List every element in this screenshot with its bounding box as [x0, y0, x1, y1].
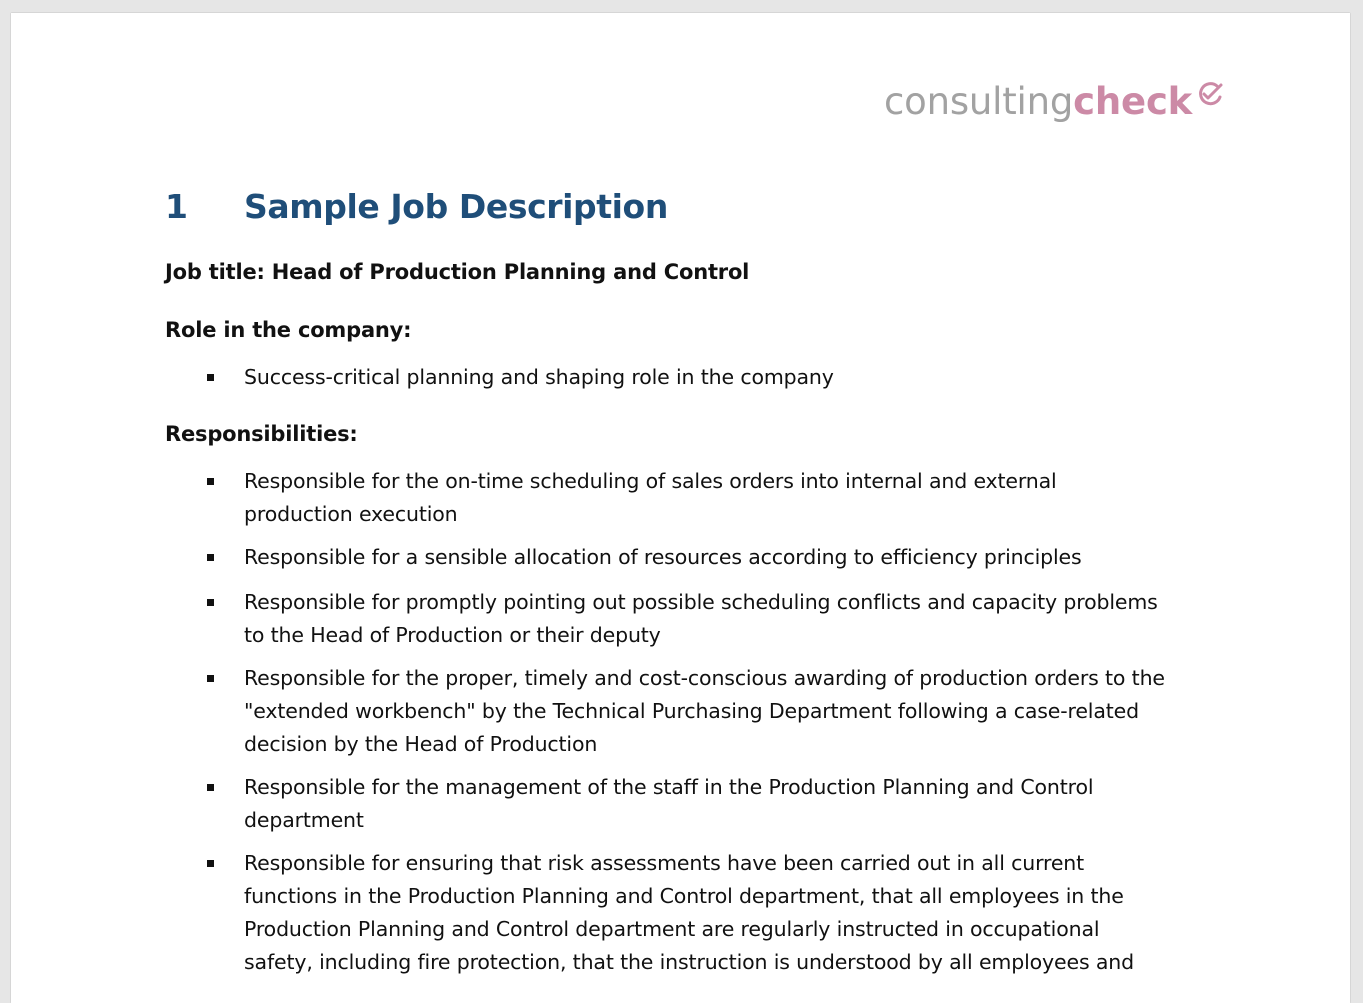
list-item-text: Responsible for the on-time scheduling of sales orders into internal and external production execution	[244, 469, 1057, 526]
bullet-square-icon	[207, 599, 214, 606]
bullet-square-icon	[207, 860, 214, 867]
section-heading	[165, 187, 668, 226]
document-page	[11, 13, 1350, 1003]
list-item	[205, 586, 1165, 652]
list-item-text: Responsible for ensuring that risk assessments have been carried out in all current functions in the Production Planning and Control department, that all employees in the Production Planning and Control department are regularly instructed in occupational safety, including fire protection, that the instruction is understood by all employees and	[244, 851, 1134, 974]
job-title: Job title: Head of Production Planning and Control	[165, 260, 750, 284]
list-item-text: Responsible for the proper, timely and cost-conscious awarding of production orders to the "extended workbench" by the Technical Purchasing Department following a case-related decision by the Head of Production	[244, 666, 1165, 756]
list-item	[205, 541, 1165, 574]
list-item	[205, 361, 1165, 394]
list-item-text: Responsible for the management of the staff in the Production Planning and Control department	[244, 775, 1094, 832]
section-number: 1	[165, 187, 188, 226]
checkmark-swirl-icon	[1195, 79, 1225, 116]
responsibilities-label: Responsibilities:	[165, 422, 358, 446]
list-item-text: Responsible for promptly pointing out possible scheduling conflicts and capacity problems to the Head of Production or their deputy	[244, 590, 1158, 647]
list-item	[205, 771, 1165, 837]
role-label: Role in the company:	[165, 318, 412, 342]
list-item-text: Responsible for a sensible allocation of resources according to efficiency principles	[244, 545, 1082, 569]
bullet-square-icon	[207, 784, 214, 791]
bullet-square-icon	[207, 374, 214, 381]
responsibilities-list	[205, 465, 1165, 979]
list-item	[205, 465, 1165, 531]
bullet-square-icon	[207, 554, 214, 561]
consultingcheck-logo	[884, 80, 1225, 123]
logo-text-check: check	[1073, 80, 1193, 123]
role-list	[205, 361, 1165, 394]
bullet-square-icon	[207, 675, 214, 682]
list-item	[205, 662, 1165, 761]
list-item	[205, 847, 1165, 979]
section-title: Sample Job Description	[244, 187, 668, 226]
logo-text-consulting: consulting	[884, 80, 1074, 123]
list-item-text: Success-critical planning and shaping role in the company	[244, 365, 834, 389]
bullet-square-icon	[207, 478, 214, 485]
